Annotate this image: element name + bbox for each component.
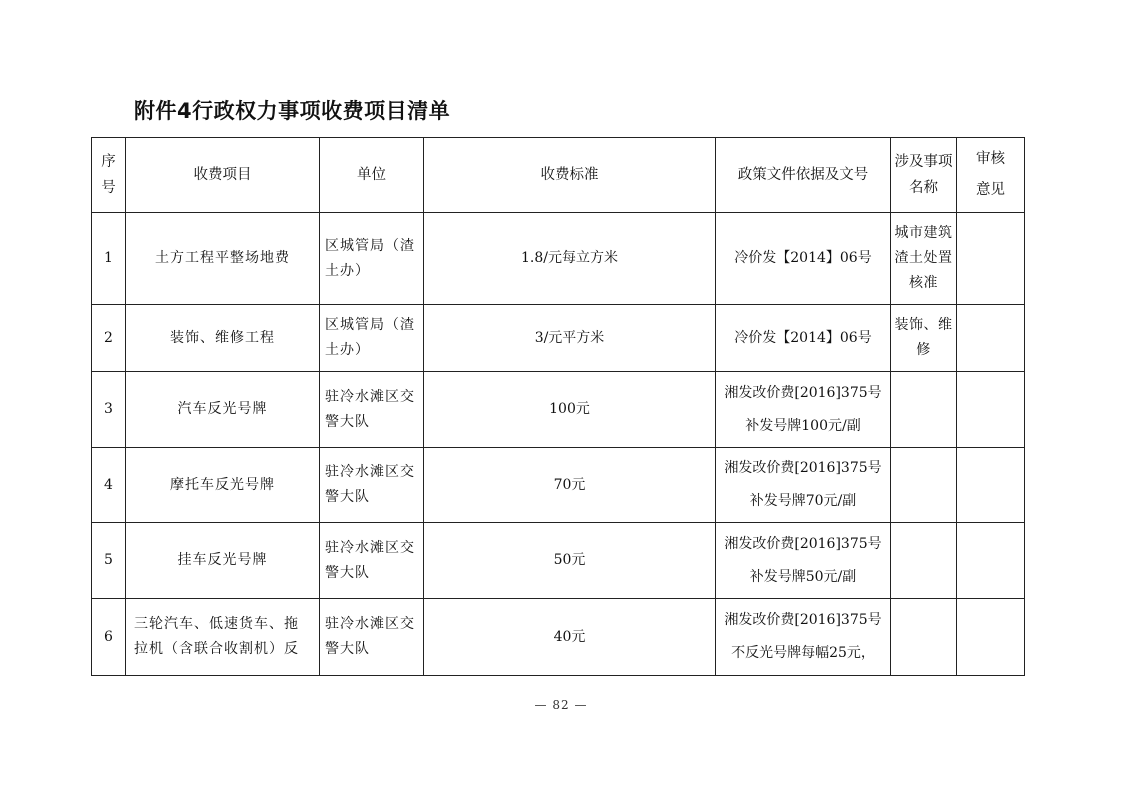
row-policy-basis: 冷价发【2014】06号 — [716, 213, 891, 305]
row-policy-basis: 湘发改价费[2016]375号 补发号牌50元/副 — [716, 523, 891, 599]
row-unit: 区城管局（渣 土办） — [320, 305, 424, 372]
table-row — [92, 523, 1025, 599]
header-review-opinion: 审核 意见 — [957, 138, 1025, 213]
row-fee-standard: 40元 — [424, 599, 716, 676]
row-review-opinion — [957, 523, 1025, 599]
row-serial-number: 1 — [92, 213, 126, 305]
row-serial-number: 2 — [92, 305, 126, 372]
header-related-matter: 涉及事项 名称 — [891, 138, 957, 213]
row-review-opinion — [957, 213, 1025, 305]
row-unit: 驻冷水滩区交 警大队 — [320, 599, 424, 676]
row-unit: 驻冷水滩区交 警大队 — [320, 372, 424, 448]
row-unit: 区城管局（渣 土办） — [320, 213, 424, 305]
row-policy-basis: 湘发改价费[2016]375号 补发号牌100元/副 — [716, 372, 891, 448]
header-serial-number: 序 号 — [92, 138, 126, 213]
header-unit: 单位 — [320, 138, 424, 213]
row-fee-standard: 70元 — [424, 448, 716, 523]
header-fee-standard: 收费标准 — [424, 138, 716, 213]
table-header-row — [92, 138, 1025, 213]
row-unit: 驻冷水滩区交 警大队 — [320, 448, 424, 523]
page-number: — 82 — — [534, 698, 588, 712]
row-review-opinion — [957, 448, 1025, 523]
row-serial-number: 5 — [92, 523, 126, 599]
row-related-matter — [891, 448, 957, 523]
row-fee-item: 挂车反光号牌 — [126, 523, 320, 599]
row-related-matter — [891, 372, 957, 448]
row-fee-standard: 50元 — [424, 523, 716, 599]
row-review-opinion — [957, 305, 1025, 372]
header-fee-item: 收费项目 — [126, 138, 320, 213]
table-row — [92, 372, 1025, 448]
document-title: 附件4行政权力事项收费项目清单 — [134, 99, 451, 123]
table-row — [92, 213, 1025, 305]
row-policy-basis: 湘发改价费[2016]375号 不反光号牌每幅25元， — [716, 599, 891, 676]
row-related-matter: 装饰、维 修 — [891, 305, 957, 372]
row-serial-number: 6 — [92, 599, 126, 676]
table-row — [92, 305, 1025, 372]
row-fee-item: 汽车反光号牌 — [126, 372, 320, 448]
row-fee-standard: 100元 — [424, 372, 716, 448]
row-serial-number: 3 — [92, 372, 126, 448]
row-related-matter — [891, 599, 957, 676]
row-policy-basis: 湘发改价费[2016]375号 补发号牌70元/副 — [716, 448, 891, 523]
row-related-matter — [891, 523, 957, 599]
row-fee-item: 三轮汽车、低速货车、拖 拉机（含联合收割机）反 — [126, 599, 320, 676]
row-serial-number: 4 — [92, 448, 126, 523]
table-row — [92, 599, 1025, 676]
row-review-opinion — [957, 599, 1025, 676]
row-fee-standard: 3/元平方米 — [424, 305, 716, 372]
fee-items-table — [91, 137, 1025, 676]
header-policy-basis: 政策文件依据及文号 — [716, 138, 891, 213]
row-policy-basis: 冷价发【2014】06号 — [716, 305, 891, 372]
row-fee-standard: 1.8/元每立方米 — [424, 213, 716, 305]
row-review-opinion — [957, 372, 1025, 448]
table-row — [92, 448, 1025, 523]
row-fee-item: 土方工程平整场地费 — [126, 213, 320, 305]
row-related-matter: 城市建筑 渣土处置 核准 — [891, 213, 957, 305]
row-fee-item: 摩托车反光号牌 — [126, 448, 320, 523]
row-fee-item: 装饰、维修工程 — [126, 305, 320, 372]
row-unit: 驻冷水滩区交 警大队 — [320, 523, 424, 599]
